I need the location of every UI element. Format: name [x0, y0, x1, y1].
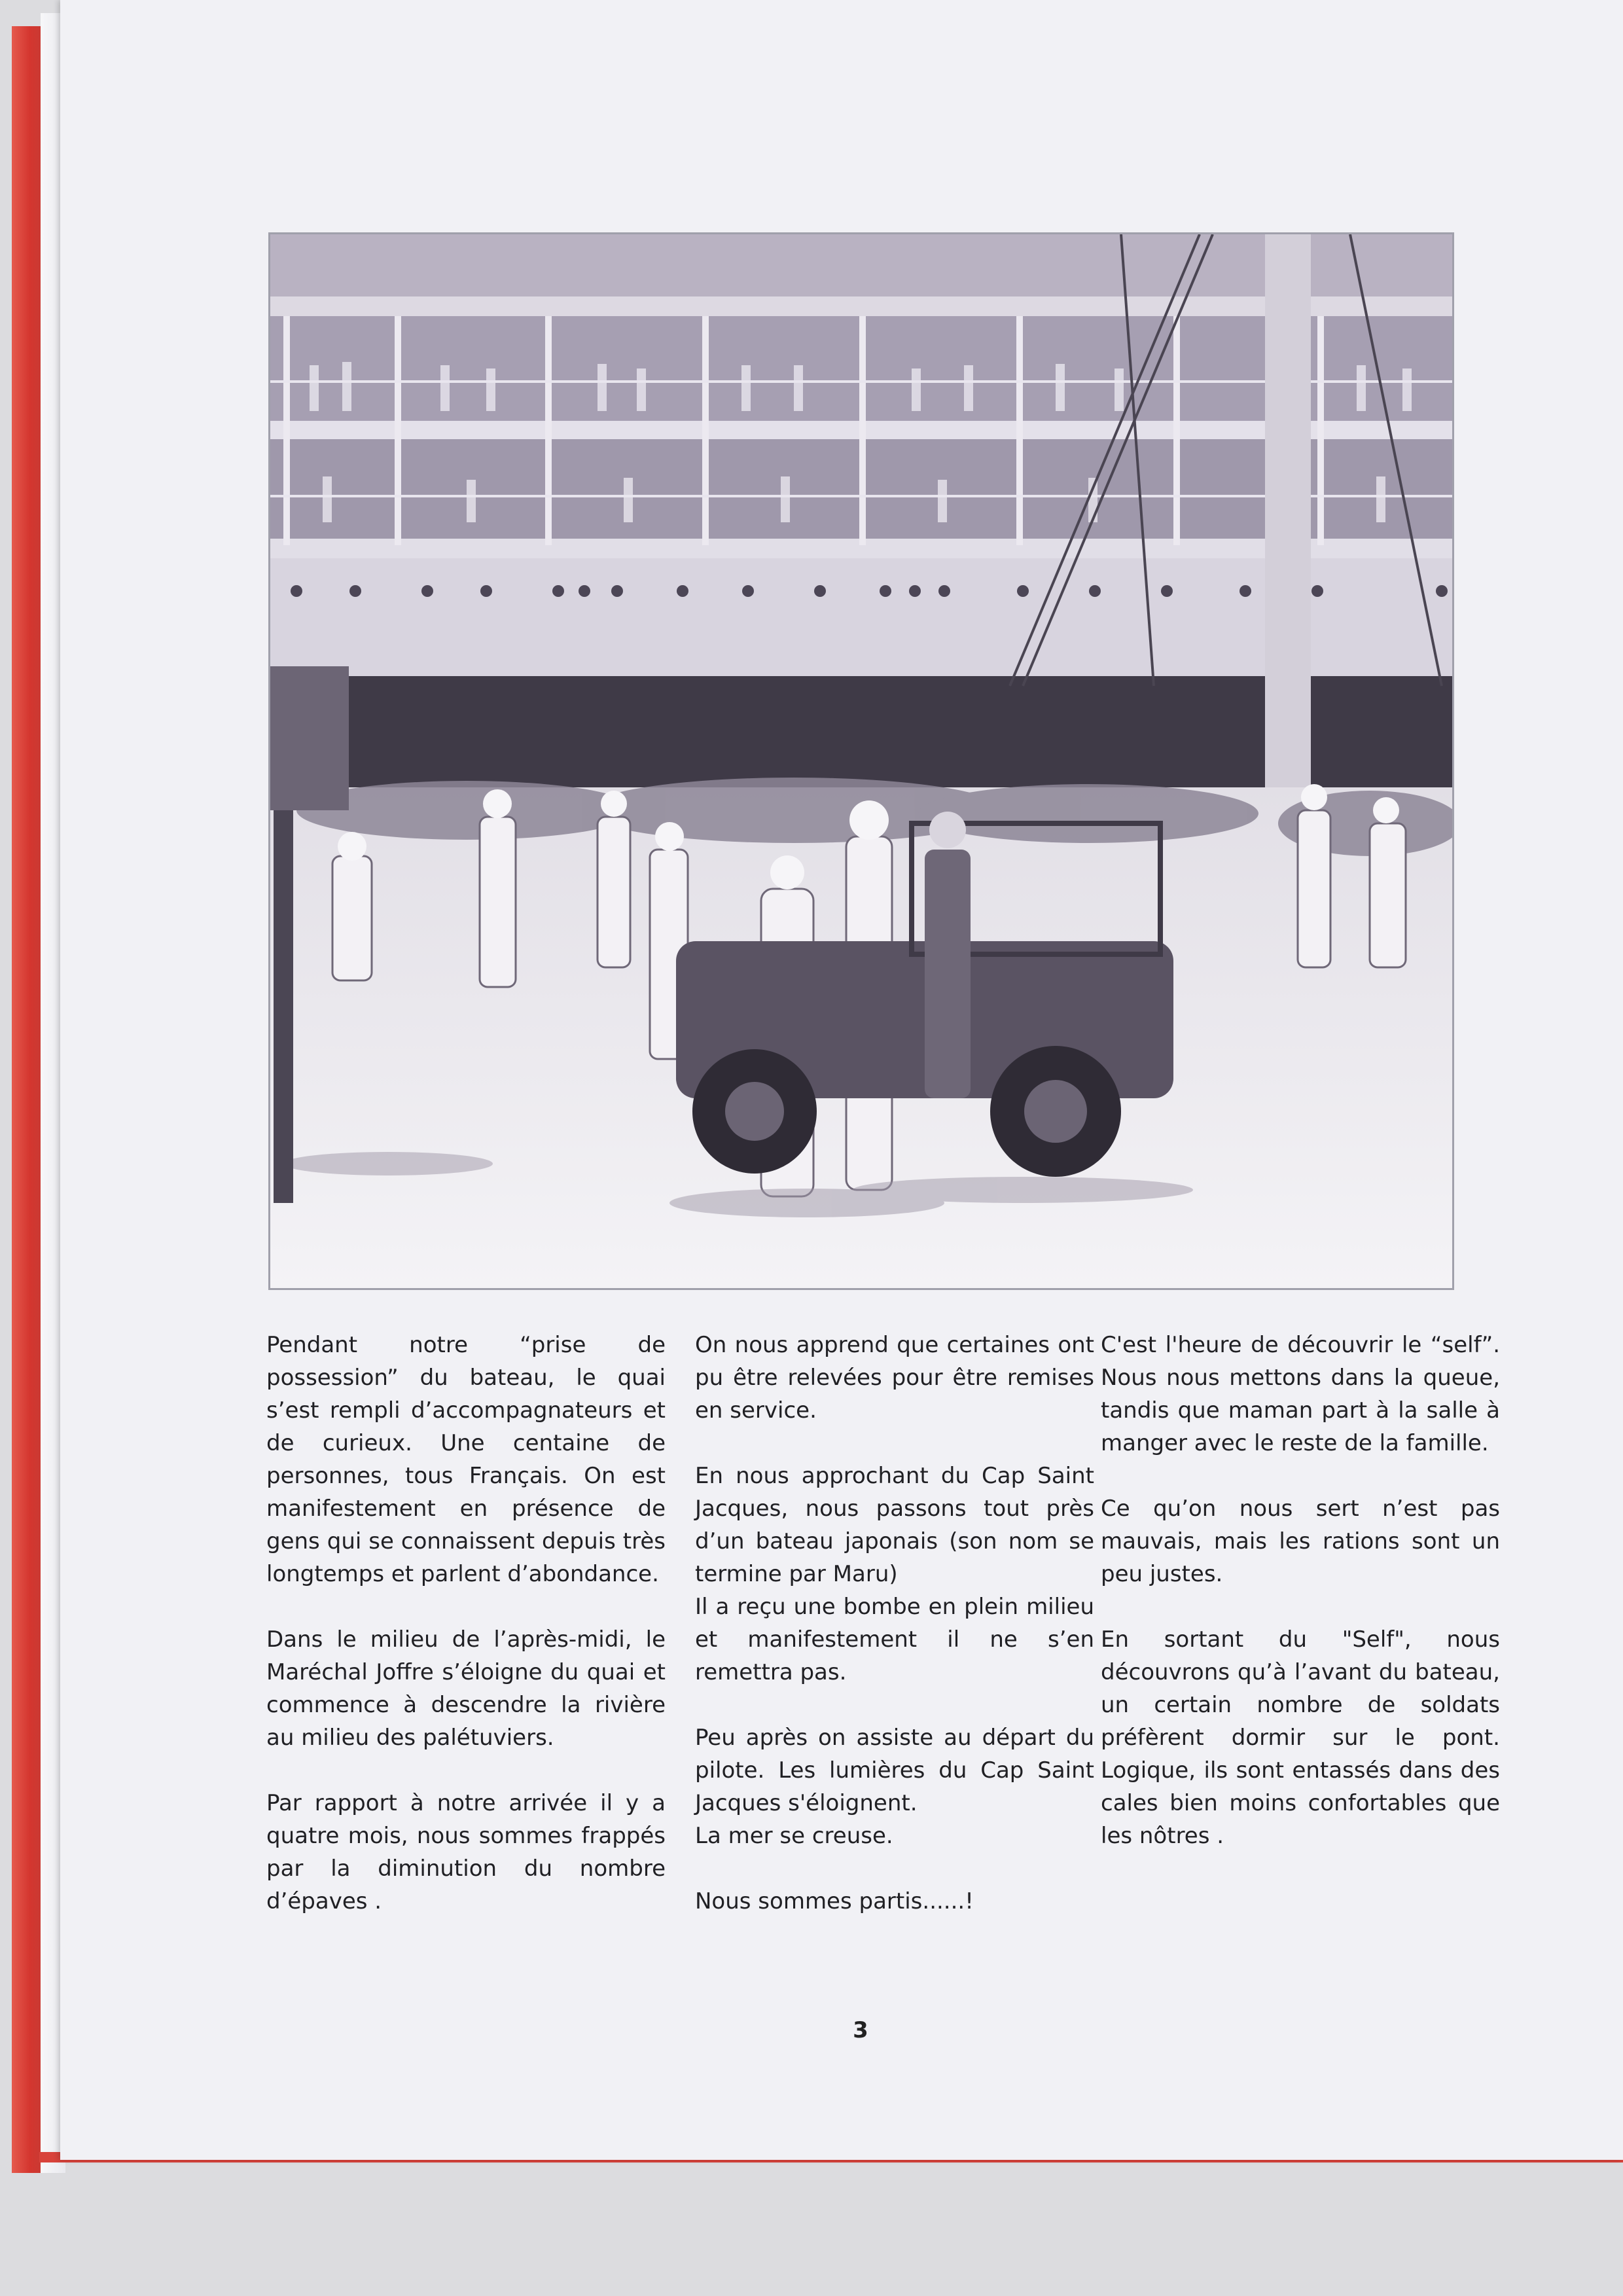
page-number: 3: [853, 2017, 868, 2043]
text-column-2: [695, 1329, 1094, 1950]
paragraph: En nous approchant du Cap Saint Jacques, nous passons tout près d’un bateau japonais (son nom se termine par Maru): [695, 1463, 1094, 1587]
paragraph: Pendant notre “prise de possession” du bateau, le quai s’est rempli d’accompagnateurs et de curieux. Une centaine de personnes, tous Français. On est manifestement en présence de gens qui se connaissent depuis très longtemps et parlent d’abondance.: [266, 1332, 666, 1587]
paragraph: Il a reçu une bombe en plein milieu et manifestement il ne s’en remettra pas.: [695, 1594, 1094, 1685]
paragraph: Par rapport à notre arrivée il y a quatre mois, nous sommes frappés par la diminution du nombre d’épaves .: [266, 1790, 666, 1914]
paragraph: Nous sommes partis......!: [695, 1888, 974, 1914]
paragraph: On nous apprend que certaines ont pu être relevées pour être remises en service.: [695, 1332, 1094, 1424]
text-column-1: [266, 1329, 666, 1950]
paragraph: Dans le milieu de l’après-midi, le Maréchal Joffre s’éloigne du quai et commence à descendre la rivière au milieu des palétuviers.: [266, 1626, 666, 1751]
paragraph: C'est l'heure de découvrir le “self”. Nous nous mettons dans la queue, tandis que maman part à la salle à manger avec le reste de la famille.: [1101, 1332, 1500, 1456]
text-column-3: [1101, 1329, 1500, 1885]
book-binding-red-edge: [12, 26, 42, 2173]
harbour-ship-photo: [268, 232, 1454, 1290]
paragraph: La mer se creuse.: [695, 1823, 893, 1849]
paragraph: Ce qu’on nous sert n’est pas mauvais, mais les rations sont un peu justes.: [1101, 1496, 1500, 1587]
paragraph: En sortant du "Self", nous découvrons qu’à l’avant du bateau, un certain nombre de soldats préfèrent dormir sur le pont. Logique, ils sont entassés dans des cales bien moins confortables que les nôtres .: [1101, 1626, 1500, 1849]
harbour-ship-photo-icon: [270, 234, 1452, 1288]
paragraph: Peu après on assiste au départ du pilote. Les lumières du Cap Saint Jacques s'éloignent.: [695, 1725, 1094, 1816]
